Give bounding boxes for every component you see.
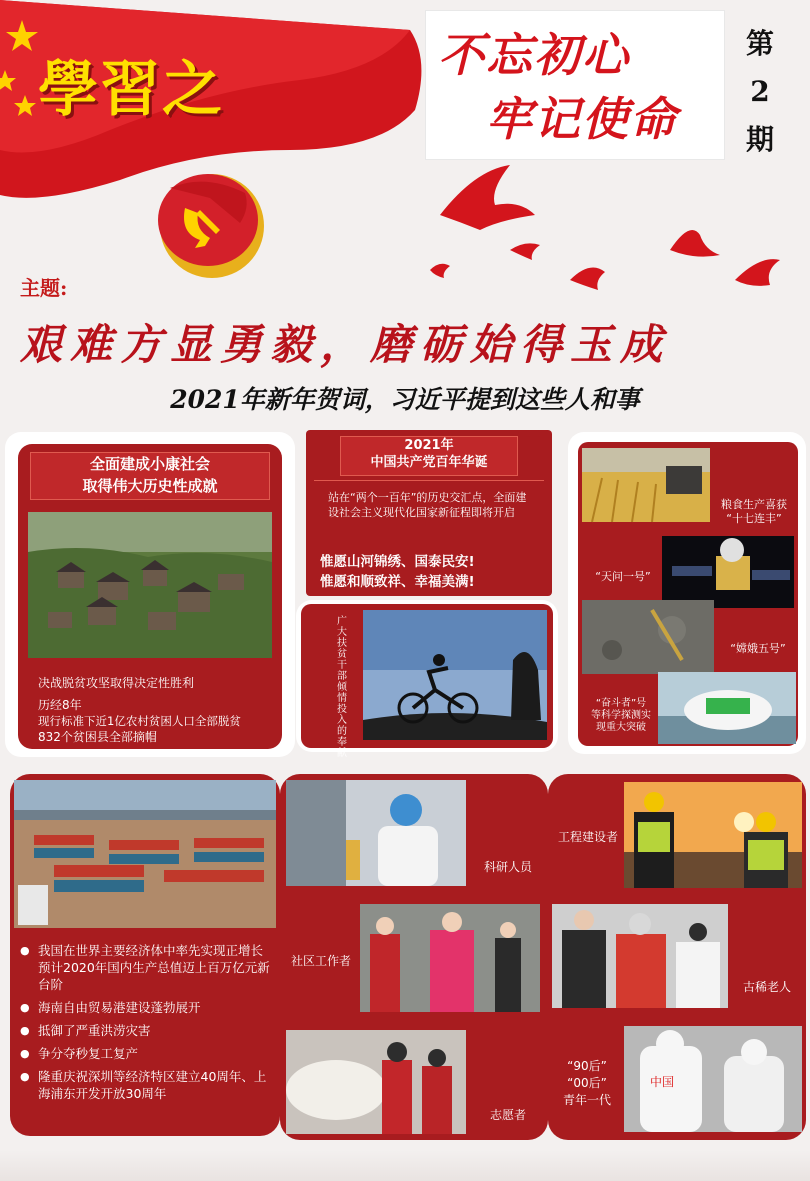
poverty-line-4: 832个贫困县全部摘帽 — [38, 730, 157, 744]
economy-bullet: ● 海南自由贸易港建设蓬勃展开 — [20, 999, 272, 1016]
economy-panel — [10, 774, 280, 1136]
elderly-photo — [552, 904, 728, 1008]
theme-label: 主题: — [20, 276, 68, 300]
calligraphy-line-2: 牢记使命 — [486, 92, 678, 146]
poverty-line-1: 决战脱贫攻坚取得决定性胜利 — [38, 676, 195, 690]
change5-photo — [582, 600, 714, 674]
footer-band — [0, 1150, 810, 1181]
subtitle: 2021年新年贺词，习近平提到这些人和事 — [170, 385, 640, 414]
science-panel — [578, 442, 798, 746]
poverty-line-2: 历经8年 — [38, 698, 82, 712]
elderly-label: 古稀老人 — [742, 980, 791, 994]
researcher-label: 科研人员 — [483, 860, 532, 874]
flying-birds-decoration — [420, 160, 810, 320]
issue-number: 第 2 期 — [745, 27, 774, 156]
youth-label: “90后” “00后” 青年一代 — [562, 1059, 611, 1107]
economy-bullet: ● 隆重庆祝深圳等经济特区建立40周年、上海浦东开发开放30周年 — [20, 1068, 272, 1102]
cadre-vertical-text: 广大扶贫干部倾情投入的奉献 — [337, 616, 347, 759]
centenary-heading: 2021年 中国共产党百年华诞 — [340, 436, 518, 476]
fendouzhe-label: “奋斗者”号 等科学探测实 现重大突破 — [591, 698, 651, 733]
poverty-line-3: 现行标准下近1亿农村贫困人口全部脱贫 — [38, 714, 241, 728]
wish-2: 惟愿和顺致祥、幸福美满! — [320, 574, 475, 590]
harvest-label: 粮食生产喜获 “十七连丰” — [721, 498, 787, 525]
volunteer-label: 志愿者 — [489, 1108, 526, 1122]
centenary-panel — [306, 430, 552, 596]
theme-text: 艰难方显勇毅，磨砺始得玉成 — [20, 320, 671, 369]
tianwen-photo — [662, 536, 794, 608]
centenary-body: 站在“两个一百年”的历史交汇点，全面建设社会主义现代化国家新征程即将开启 — [328, 491, 527, 519]
page-title: 學習之 — [38, 55, 224, 125]
fendouzhe-photo — [658, 672, 796, 744]
cyclist-photo — [363, 610, 547, 740]
calligraphy-line-1: 不忘初心 — [438, 28, 630, 82]
party-emblem-icon — [150, 168, 270, 283]
community-label: 社区工作者 — [290, 954, 351, 968]
researcher-photo — [286, 780, 466, 886]
harvest-photo — [582, 448, 710, 522]
calligraphy-banner — [425, 10, 725, 160]
people-panel — [548, 774, 806, 1140]
community-photo — [360, 904, 540, 1012]
cadre-panel — [301, 604, 553, 759]
volunteer-photo — [286, 1030, 466, 1134]
youth-photo — [624, 1026, 802, 1132]
poverty-heading: 全面建成小康社会 取得伟大历史性成就 — [30, 452, 270, 500]
change5-label: “嫦娥五号” — [730, 642, 786, 655]
economy-bullet: ● 抵御了严重洪涝灾害 — [20, 1022, 272, 1039]
tianwen-label: “天问一号” — [595, 570, 651, 583]
builders-label: 工程建设者 — [557, 830, 618, 844]
wish-1: 惟愿山河锦绣、国泰民安! — [320, 554, 475, 570]
poverty-panel — [18, 444, 282, 749]
port-photo — [14, 780, 276, 928]
svg-text:中国: 中国 — [650, 1075, 675, 1089]
village-photo — [28, 512, 272, 658]
economy-bullets — [20, 942, 272, 1108]
workers-panel — [280, 774, 548, 1140]
economy-bullet: ● 争分夺秒复工复产 — [20, 1045, 272, 1062]
builders-photo — [624, 782, 802, 888]
economy-bullet: ● 我国在世界主要经济体中率先实现正增长 预计2020年国内生产总值迈上百万亿元新台阶 — [20, 942, 272, 993]
